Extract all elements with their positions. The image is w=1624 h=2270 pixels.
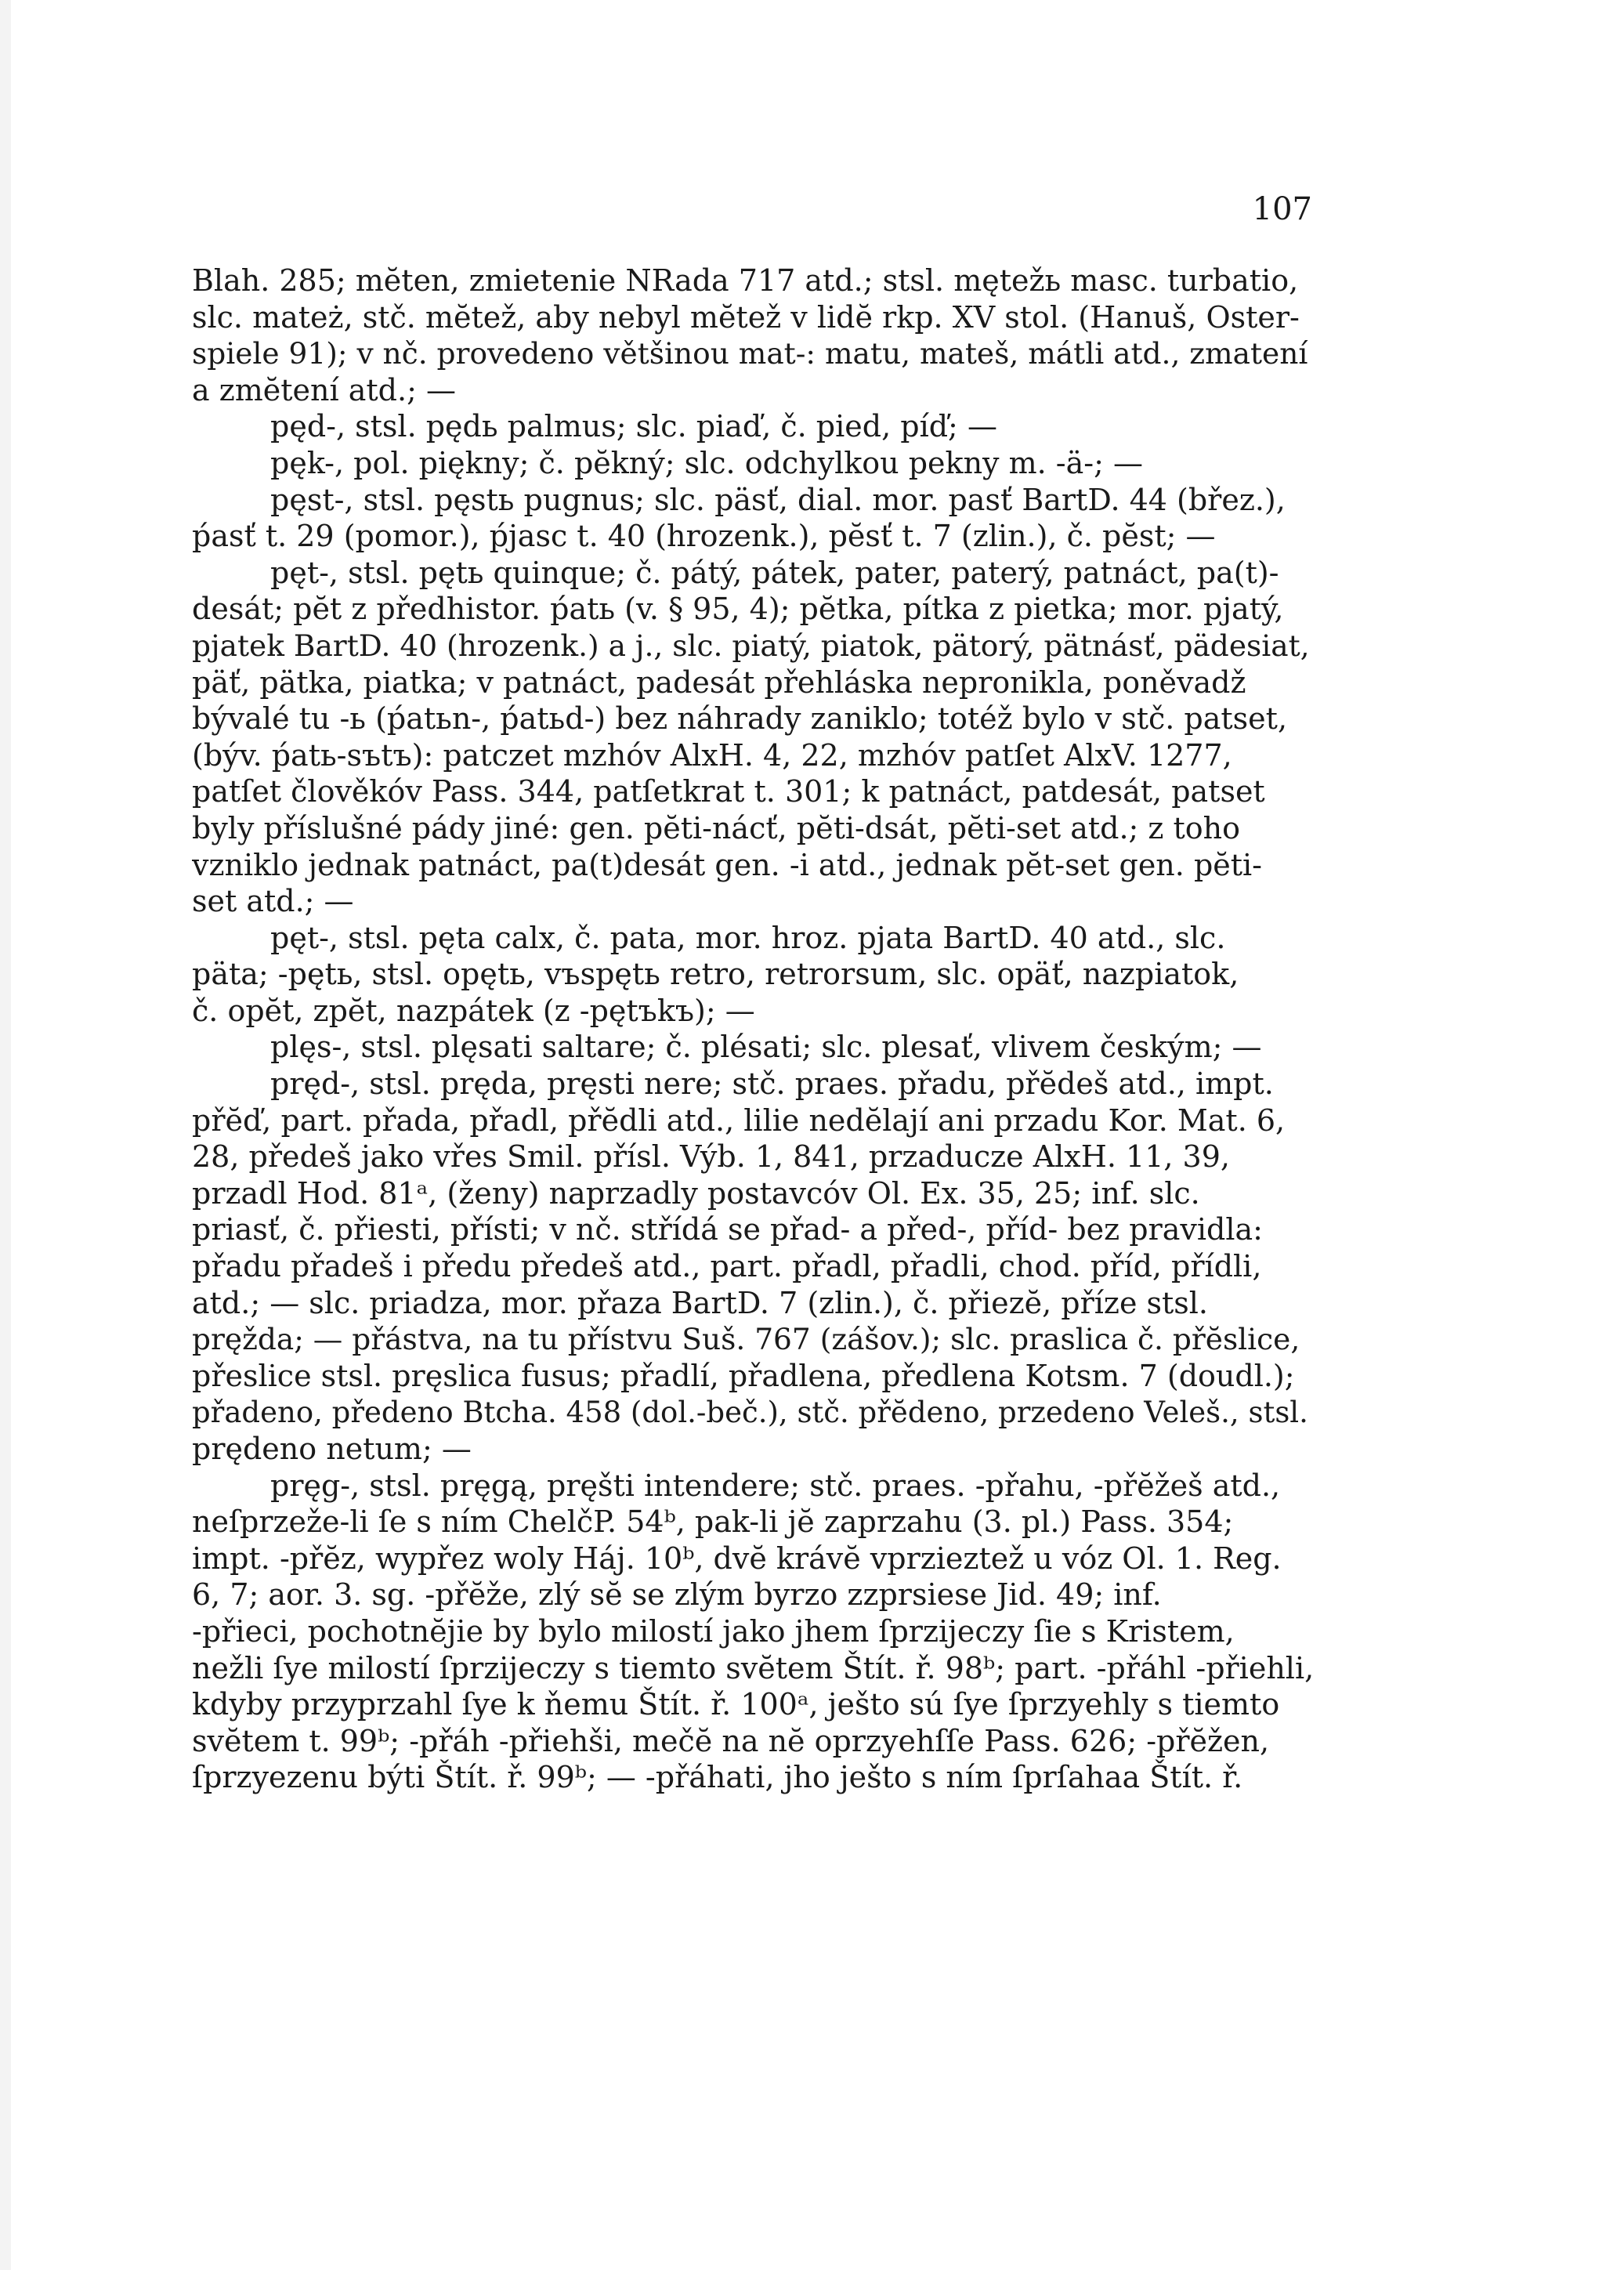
text-line: impt. -přĕz, wypřez woly Háj. 10ᵇ, dvĕ krávĕ vprzieztež u vóz Ol. 1. Reg. [192,1540,1282,1576]
page-number: 107 [1252,191,1312,227]
text-line: plęs-, stsl. plęsati saltare; č. plésati; slc. plesať, vlivem českým; — [270,1030,1262,1065]
text-line: nežli ſye milostí ſprzijeczy s tiemto svĕtem Štít. ř. 98ᵇ; part. -přáhl -přiehli, [192,1650,1314,1685]
text-line: atd.; — slc. priadza, mor. přaza BartD. 7 (zlin.), č. přiezĕ, příze stsl. [192,1285,1209,1320]
text-line: 6, 7; aor. 3. sg. -přĕže, zlý sĕ se zlým byrzo zzprsiese Jid. 49; inf. [192,1577,1162,1613]
text-line: desát; pĕt z předhistor. ṕatь (v. § 95, 4); pĕtka, pítka z pietka; mor. pjatý, [192,592,1284,627]
text-line: pręd-, stsl. pręda, pręsti nere; stč. praes. přadu, přĕdeš atd., impt. [270,1066,1274,1102]
text-line: slc. mateż, stč. mĕtež, aby nebyl mĕtež v lidĕ rkp. XV stol. (Hanuš, Oster- [192,299,1300,335]
text-line: a zmĕtení atd.; — [192,372,456,407]
text-line: patſet člověkóv Pass. 344, patſetkrat t. 301; k patnáct, patdesát, patset [192,774,1265,809]
text-line: (býv. ṕatь-sъtъ): patczet mzhóv AlxH. 4, 22, mzhóv patſet AlxV. 1277, [192,737,1232,773]
text-line: bývalé tu -ь (ṕatьn-, ṕatьd-) bez náhrady zaniklo; totéž bylo v stč. patset, [192,701,1288,737]
text-line: ſprzyezenu býti Štít. ř. 99ᵇ; — -přáhati, jho ješto s ním ſprſahaa Štít. ř. [192,1760,1243,1795]
text-line: pęt-, stsl. pęta calx, č. pata, mor. hroz. pjata BartD. 40 atd., slc. [270,920,1226,955]
text-line: přĕď, part. přada, přadl, přĕdli atd., lilie nedĕlají ani przadu Kor. Mat. 6, [192,1102,1286,1138]
text-line: byly příslušné pády jiné: gen. pĕti-nácť, pĕti-dsát, pĕti-set atd.; z toho [192,810,1241,845]
text-line: priasť, č. přiesti, přísti; v nč. střídá se přad- a před-, příd- bez pravidla: [192,1212,1263,1247]
text-line: -přieci, pochotnĕjie by bylo milostí jako jhem ſprzijeczy ſie s Kristem, [192,1613,1235,1649]
text-line: pęt-, stsl. pętь quinque; č. pátý, pátek, pater, paterý, patnáct, pa(t)- [270,555,1279,590]
text-line: päta; -pętь, stsl. opętь, vъspętь retro, retrorsum, slc. opäť, nazpiatok, [192,957,1239,992]
text-line: kdyby przyprzahl ſye k ňemu Štít. ř. 100ᵃ, ješto sú ſye ſprzyehly s tiemto [192,1687,1280,1722]
text-line: przadl Hod. 81ᵃ, (ženy) naprzadly postavcóv Ol. Ex. 35, 25; inf. slc. [192,1175,1200,1211]
text-line: prędeno netum; — [192,1432,472,1466]
text-line: č. opĕt, zpĕt, nazpátek (z -pętъkъ); — [192,993,755,1028]
text-line: ṕasť t. 29 (pomor.), ṕjasc t. 40 (hrozenk.), pĕsť t. 7 (zlin.), č. pĕst; — [192,519,1216,554]
text-line: neſprzeže-li ſe s ním ChelčP. 54ᵇ, pak-li jĕ zaprzahu (3. pl.) Pass. 354; [192,1504,1234,1540]
text-line: pjatek BartD. 40 (hrozenk.) a j., slc. piatý, piatok, pätorý, pätnásť, pädesiat, [192,628,1310,663]
text-line: spiele 91); v nč. provedeno většinou mat-: matu, mateš, mátli atd., zmatení [192,336,1308,371]
text-line: přadeno, předeno Btcha. 458 (dol.-beč.), stč. přĕdeno, przedeno Veleš., stsl. [192,1396,1308,1430]
text-line: päť, pätka, piatka; v patnáct, padesát přehláska nepronikla, poněvadž [192,664,1246,700]
text-line: vzniklo jednak patnáct, pa(t)desát gen. -i atd., jednak pĕt-set gen. pĕti- [192,847,1263,882]
text-line: svĕtem t. 99ᵇ; -přáh -přiehši, mečĕ na nĕ oprzyehſſe Pass. 626; -přĕžen, [192,1723,1270,1758]
text-line: přadu přadeš i předu předeš atd., part. přadl, přadli, chod. příd, přídli, [192,1249,1262,1284]
text-line: pęst-, stsl. pęstь pugnus; slc. päsť, dial. mor. pasť BartD. 44 (břez.), [270,482,1286,517]
text-line: pęd-, stsl. pędь palmus; slc. piaď, č. pied, píď; — [270,409,997,444]
text-line: pęk-, pol. piękny; č. pĕkný; slc. odchylkou pekny m. -ä-; — [270,445,1144,480]
text-line: pręg-, stsl. pręgą, pręšti intendere; stč. praes. -přahu, -přĕžeš atd., [270,1468,1281,1503]
text-line: 28, předeš jako vřes Smil. přísl. Výb. 1, 841, przaducze AlxH. 11, 39, [192,1139,1230,1175]
text-line: set atd.; — [192,884,354,919]
body-text [192,262,1314,1796]
text-line: pręžda; — přástva, na tu přístvu Suš. 767 (zášov.); slc. praslica č. přĕslice, [192,1322,1300,1357]
text-line: Blah. 285; mĕten, zmietenie NRada 717 atd.; stsl. mętežь masc. turbatio, [192,263,1299,298]
page-binding-edge [0,0,11,2270]
text-line: přeslice stsl. pręslica fusus; přadlí, přadlena, předlena Kotsm. 7 (doudl.); [192,1358,1295,1393]
